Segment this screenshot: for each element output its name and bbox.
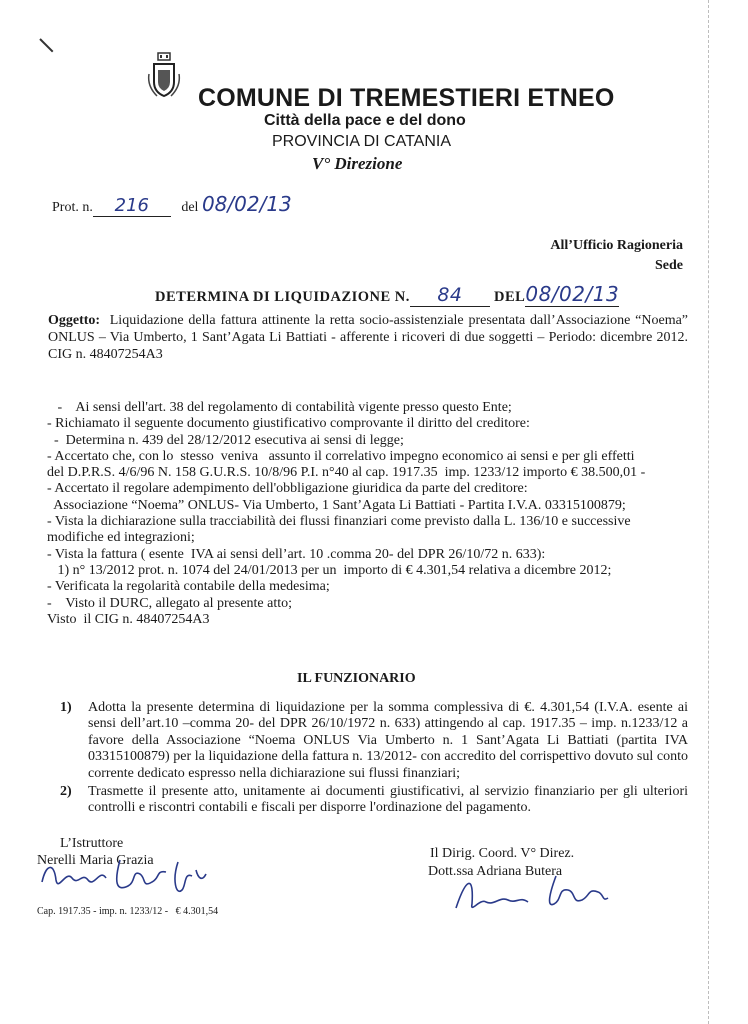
funzionario-heading: IL FUNZIONARIO [297,671,416,686]
resolution-item [60,784,688,817]
determina-label: DETERMINA DI LIQUIDAZIONE N. [155,289,410,305]
protocol-prefix: Prot. n. [52,200,93,215]
resolution-number: 1) [60,700,72,715]
premises-list [47,400,685,628]
protocol-del-label: del [181,200,199,215]
istruttore-label: L’Istruttore [60,836,124,851]
premise-line: - Accertato il regolare adempimento dell'obbligazione giuridica da parte del creditore: [47,481,528,497]
premise-line: 1) n° 13/2012 prot. n. 1074 del 24/01/2013 per un importo di € 4.301,54 relativa a dicembre 2012; [47,562,612,578]
determina-line [155,282,619,307]
premise-line: - Visto il DURC, allegato al presente atto; [47,595,293,611]
page-edge [708,0,710,1024]
determina-date: 08/02/13 [525,282,620,306]
premise-line: - Determina n. 439 del 28/12/2012 esecutiva ai sensi di legge; [47,432,404,448]
subject-label: Oggetto: [48,313,101,328]
resolution-list [60,700,688,819]
recipient-block [550,236,683,276]
resolution-text: Trasmette il presente atto, unitamente ai documenti giustificativi, al servizio finanziario per gli ulteriori controlli e riscontri contabili e fiscali per disporre l'ordinazione del pagamento. [88,784,688,816]
premise-line: - Verificata la regolarità contabile della medesima; [47,579,330,595]
dirigente-name: Dott.ssa Adriana Butera [428,864,563,879]
footer-accounting-note: Cap. 1917.35 - imp. n. 1233/12 - € 4.301,54 [37,906,219,917]
corner-mark [39,38,53,52]
coat-of-arms-icon [147,52,181,100]
resolution-item [60,700,688,782]
direzione-label: V° Direzione [312,154,403,173]
resolution-number: 2) [60,784,72,800]
province-name: PROVINCIA DI CATANIA [272,133,451,150]
municipality-motto: Città della pace e del dono [264,112,466,129]
istruttore-signature [36,852,216,902]
premise-line: - Accertato che, con lo stesso veniva assunto il correlativo impegno economico ai sensi e per gli effetti [47,448,635,464]
recipient-office: All’Ufficio Ragioneria [550,238,683,253]
premise-line: - Richiamato il seguente documento giustificativo comprovante il diritto del creditore: [47,416,530,432]
premise-line: - Vista la dichiarazione sulla tracciabilità dei flussi finanziari come previsto dalla L. 136/10 e successive [47,514,631,530]
premise-line: Visto il CIG n. 48407254A3 [47,611,210,627]
recipient-sede: Sede [655,258,683,273]
resolution-text: Adotta la presente determina di liquidazione per la somma complessiva di €. 4.301,54 (I.V.A. esente ai sensi dell’art.10 –comma 20- del DPR 26/10/1972 n. 633) attingendo al cap. 1917.35 – imp. n.1233/12 a favore della Associazione “Noema ONLUS Via Umberto n. 1 Sant’Agata Li Battiati (partita IVA 03315100879) per la liquidazione della fattura n. 13/2012- con accredito del corrispettivo dovuto sul conto corrente dedicato espresso nella dichiarazione sui flussi finanziari; [88,700,688,781]
istruttore-name: Nerelli Maria Grazia [37,853,154,868]
dirigente-signature [446,868,616,918]
subject-block [48,312,688,363]
premise-line: - Ai sensi dell'art. 38 del regolamento di contabilità vigente presso questo Ente; [47,400,512,415]
premise-line: modifiche ed integrazioni; [47,530,195,546]
municipality-title: COMUNE DI TREMESTIERI ETNEO [198,84,615,112]
protocol-number: 216 [114,195,150,216]
protocol-line [52,192,292,217]
determina-del-label: DEL [494,289,526,305]
dirigente-title: Il Dirig. Coord. V° Direz. [430,846,575,861]
premise-line: del D.P.R.S. 4/6/96 N. 158 G.U.R.S. 10/8/96 P.I. n°40 al cap. 1917.35 imp. 1233/12 importo € 38.500,01 - [47,465,646,481]
premise-line: - Vista la fattura ( esente IVA ai sensi dell’art. 10 .comma 20- del DPR 26/10/72 n. 633): [47,546,546,562]
protocol-date: 08/02/13 [201,192,292,216]
determina-number: 84 [437,284,463,306]
subject-text: Liquidazione della fattura attinente la retta socio-assistenziale presentata dall’Associazione “Noema” ONLUS – Via Umberto, 1 Sant’Agata Li Battiati - afferente i ricoveri di due soggetti – Periodo: dicembre 2012. CIG n. 48407254A3 [48,313,689,362]
premise-line: Associazione “Noema” ONLUS- Via Umberto, 1 Sant’Agata Li Battiati - Partita I.V.A. 03315100879; [47,497,626,513]
